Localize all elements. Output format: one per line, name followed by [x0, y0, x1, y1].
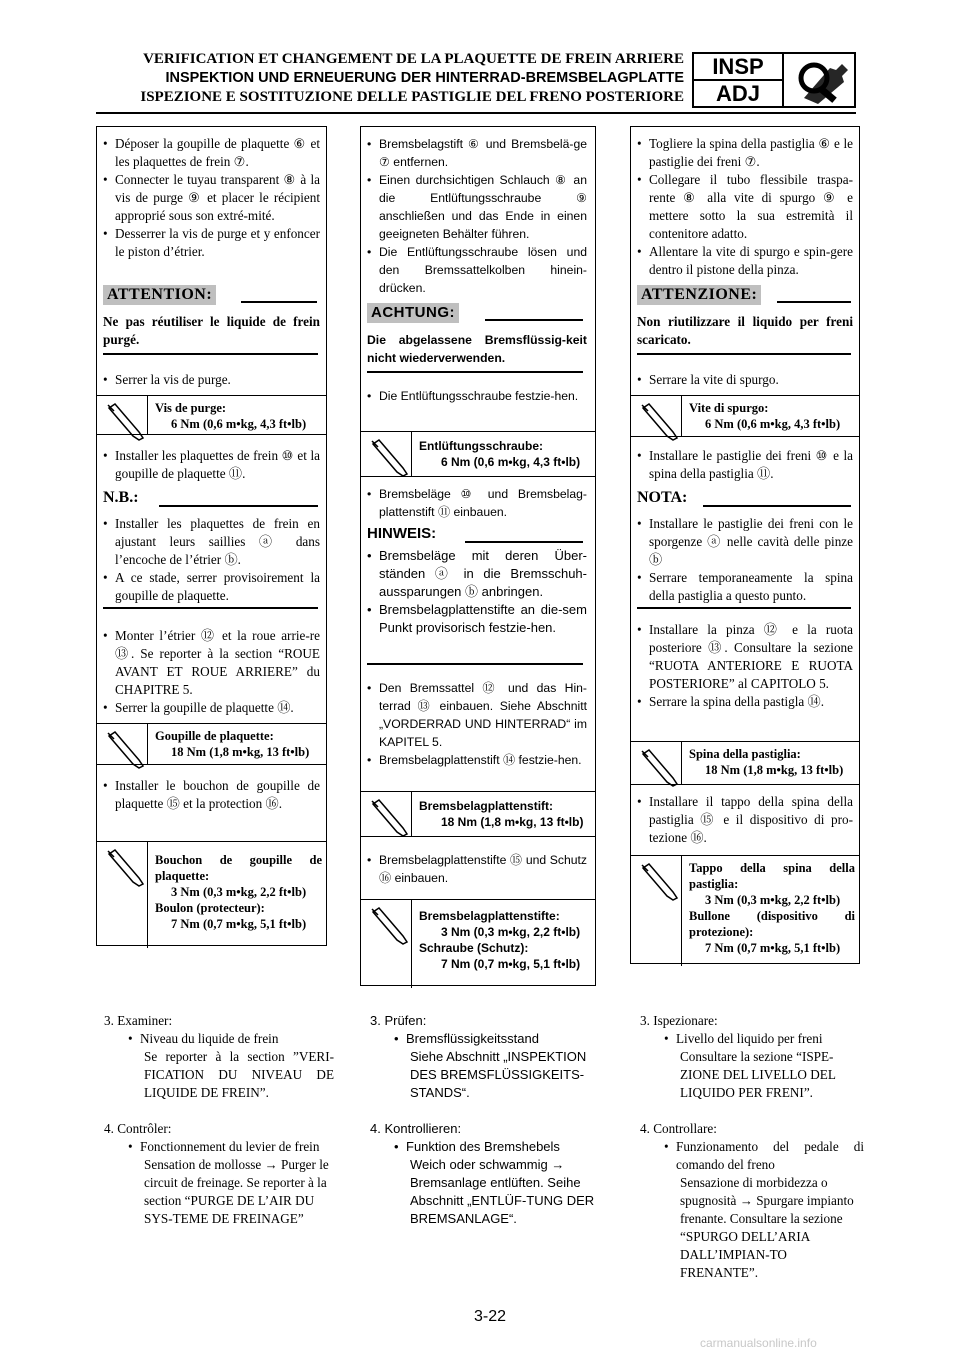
- step-text: Bremsbeläge ⑩ und Bremsbelag-plattenstift ⑪ einbauen.: [379, 487, 587, 519]
- torque-label: Bremsbelagplattenstift:: [419, 799, 554, 813]
- step-text: Sensation de mollosse → Purger le circuit de freinage. Se reporter à la section “PURGE DE L’AIR DU SYS-TEME DE FREINAGE”: [144, 1157, 329, 1226]
- note-text: Bremsbelagplattenstifte an die-sem Punkt provisorisch festzie-hen.: [379, 602, 587, 635]
- header-rule: [96, 112, 856, 114]
- caution-heading: ATTENZIONE:: [637, 285, 761, 305]
- torque-label: Goupille de plaquette:: [155, 729, 274, 743]
- check-item: Niveau du liquide de frein: [140, 1031, 279, 1046]
- step-text: Serrer la vis de purge.: [115, 372, 231, 387]
- note-text: A ce stade, serrer provisoirement la goupille de plaquette.: [115, 570, 320, 603]
- lower-section-french: 3. Examiner: • Niveau du liquide de frein Se reporter à la section ”VERI-FICATION DU NIVEAU DE LIQUIDE DE FREIN”. 4. Contrôler: • Fonctionnement du levier de frein Sensation de mollosse → Purger le circuit de freinage. Se reporter à la section “PURGE DE L’AIR DU SYS-TEME DE FREINAGE”: [104, 1013, 334, 1226]
- column-german: • Bremsbelagstift ⑥ und Bremsbelä-ge ⑦ entfernen. • Einen durchsichtigen Schlauch ⑧ an die Entlüftungsschraube ⑨ anschließen und das Ende in einen geeigneten Behälter führen. • Die Entlüftungsschraube lösen und den Bremssattelkolben hinein-drücken. ACHTUNG: Die abgelassene Bremsflüssig-keit nicht wiederverwenden. • Die Entlüftungsschraube festzie-hen. Entlüftungsschraube: 6 Nm (0,6 m•kg, 4,3 ft•lb) • Bremsbeläge ⑩ und Bremsbelag-plattenstift ⑪ einbauen. HINWEIS: • Bremsbeläge mit deren Über-ständen ⓐ in die Bremsschuh-aussparungen ⓑ anbringen. • Bremsbelagplattenstifte an die-sem Punkt provisorisch festzie-hen. • Den Bremssattel ⑫ und das Hin-terrad ⑬ einbauen. Siehe Abschnitt „VORDERRAD UND HINTERRAD“ im KAPITEL 5. • Bremsbelagplattenstift ⑭ festzie-hen. Bremsbelagplattenstift: 18 Nm (1,8 m•kg, 13 ft•lb) • Bremsbelagplattenstifte ⑮ und Schutz ⑯ einbauen. Bremsbelagplattenstifte: 3 Nm (0,3 m•kg, 2,2 ft•lb) Schraube (Schutz): 7 Nm (0,7 m•kg, 5,1 ft•lb): [360, 126, 596, 986]
- torque-value: 18 Nm (1,8 m•kg, 13 ft•lb): [441, 815, 584, 829]
- torque-wrench-icon: [105, 730, 145, 770]
- step-heading: 4. Controllare:: [640, 1121, 717, 1136]
- torque-value: 3 Nm (0,3 m•kg, 2,2 ft•lb): [171, 885, 307, 899]
- title-italian: ISPEZIONE E SOSTITUZIONE DELLE PASTIGLIE DEL FRENO POSTERIORE: [140, 89, 684, 105]
- torque-label: Bouchon de goupille de plaquette:: [155, 853, 322, 883]
- caution-heading: ACHTUNG:: [367, 303, 459, 323]
- step-text: Serrare la spina della pastigla ⑭.: [649, 694, 825, 709]
- step-text: Die Entlüftungsschraube lösen und den Bremssattelkolben hinein-drücken.: [379, 245, 587, 295]
- note-heading: N.B.:: [103, 489, 139, 506]
- check-item: Bremsflüssigkeitsstand: [406, 1031, 539, 1046]
- torque-wrench-icon: [639, 402, 679, 442]
- note-text: Serrare temporaneamente la spina della pastiglia a questo punto.: [649, 570, 853, 603]
- lower-section-italian: 3. Ispezionare: • Livello del liquido per freni Consultare la sezione “ISPE-ZIONE DEL LIVELLO DEL LIQUIDO PER FRENI”. 4. Controllare: • Funzionamento del pedale di comando del freno Sensazione di morbidezza o spugnosità → Spurgare impianto frenante. Consultare la sezione “SPURGO DELL’ARIA DALL’IMPIAN-TO FRENANTE”.: [640, 1013, 864, 1280]
- torque-value: 6 Nm (0,6 m•kg, 4,3 ft•lb): [705, 417, 841, 431]
- check-item: Livello del liquido per freni: [676, 1031, 823, 1046]
- step-heading: 3. Examiner:: [104, 1013, 173, 1028]
- badge-adj-label: ADJ: [694, 81, 784, 107]
- torque-wrench-icon: [105, 848, 145, 888]
- step-text: Serrare la vite di spurgo.: [649, 372, 779, 387]
- caution-text: Die abgelassene Bremsflüssig-keit nicht wiederverwenden.: [367, 333, 587, 365]
- torque-label: Boulon (protecteur):: [155, 901, 265, 915]
- page-number: 3-22: [473, 1308, 507, 1325]
- caution-text: Ne pas réutiliser le liquide de frein purgé.: [103, 314, 320, 347]
- step-text: Connecter le tuyau transparent ⑧ à la vis de purge ⑨ et placer le récipient approprié sous son extré-mité.: [115, 172, 320, 223]
- step-text: Monter l’étrier ⑫ et la roue arrie-re ⑬. Se reporter à la section “ROUE AVANT ET ROUE ARRIERE” du CHAPITRE 5.: [115, 628, 320, 697]
- step-text: Installare il tappo della spina della pastiglia ⑮ e il dispositivo di pro-tezione ⑯.: [649, 794, 853, 845]
- torque-wrench-icon: [369, 798, 409, 838]
- title-french: VERIFICATION ET CHANGEMENT DE LA PLAQUETTE DE FREIN ARRIERE: [143, 51, 684, 67]
- step-text: Se reporter à la section ”VERI-FICATION DU NIVEAU DE LIQUIDE DE FREIN”.: [144, 1049, 334, 1100]
- step-text: Siehe Abschnitt „INSPEKTION DES BREMSFLÜSSIGKEITS-STANDS“.: [410, 1049, 587, 1100]
- step-heading: 4. Contrôler:: [104, 1121, 172, 1136]
- title-german: INSPEKTION UND ERNEUERUNG DER HINTERRAD-BREMSBELAGPLATTE: [165, 70, 684, 86]
- lower-section-german: 3. Prüfen: • Bremsflüssigkeitsstand Siehe Abschnitt „INSPEKTION DES BREMSFLÜSSIGKEITS-STANDS“. 4. Kontrollieren: • Funktion des Bremshebels Weich oder schwammig → Bremsanlage entlüften. Seihe Abschnitt „ENTLÜF-TUNG DER BREMSANLAGE“.: [370, 1012, 600, 1228]
- step-text: Einen durchsichtigen Schlauch ⑧ an die Entlüftungsschraube ⑨ anschließen und das Ende in einen geeigneten Behälter führen.: [379, 173, 587, 241]
- step-text: Togliere la spina della pastiglia ⑥ e le pastiglie dei freni ⑦.: [649, 136, 853, 169]
- torque-label: Schraube (Schutz):: [419, 941, 529, 955]
- torque-value: 3 Nm (0,3 m•kg, 2,2 ft•lb): [441, 925, 581, 939]
- step-text: Installare la pinza ⑫ e la ruota posteriore ⑬. Consultare la sezione “RUOTA ANTERIORE E RUOTA POSTERIORE” al CAPITOLO 5.: [649, 622, 853, 691]
- caution-heading: ATTENTION:: [103, 285, 216, 305]
- torque-wrench-icon: [639, 748, 679, 788]
- note-text: Installare le pastiglie dei freni con le sporgenze ⓐ nelle cavità delle pinze ⓑ: [649, 516, 853, 567]
- step-heading: 4. Kontrollieren:: [370, 1121, 462, 1136]
- watermark-text: carmanualsonline.info: [700, 1336, 817, 1350]
- step-text: Installer les plaquettes de frein ⑩ et la goupille de plaquette ⑪.: [115, 448, 320, 481]
- torque-value: 7 Nm (0,7 m•kg, 5,1 ft•lb): [705, 941, 841, 955]
- check-item: Funzionamento del pedale di comando del freno: [676, 1139, 864, 1172]
- torque-value: 6 Nm (0,6 m•kg, 4,3 ft•lb): [441, 455, 581, 469]
- torque-box: [631, 741, 859, 785]
- note-text: Bremsbeläge mit deren Über-ständen ⓐ in die Bremsschuh-aussparungen ⓑ anbringen.: [379, 548, 587, 599]
- step-text: Den Bremssattel ⑫ und das Hin-terrad ⑬ einbauen. Siehe Abschnitt „VORDERRAD UND HINTERRAD“ im KAPITEL 5.: [379, 681, 587, 749]
- torque-value: 6 Nm (0,6 m•kg, 4,3 ft•lb): [171, 417, 307, 431]
- step-text: Collegare il tubo flessibile traspa-rente ⑧ alla vite di spurgo ⑨ e mettere sotto la sua estremità il contenitore adatto.: [649, 172, 853, 241]
- torque-label: Tappo della spina della pastiglia:: [689, 861, 855, 891]
- torque-value: 7 Nm (0,7 m•kg, 5,1 ft•lb): [441, 957, 581, 971]
- torque-label: Entlüftungsschraube:: [419, 439, 544, 453]
- step-text: Déposer la goupille de plaquette ⑥ et les plaquettes de frein ⑦.: [115, 136, 320, 169]
- badge-insp-label: INSP: [694, 54, 784, 81]
- step-text: Consultare la sezione “ISPE-ZIONE DEL LIVELLO DEL LIQUIDO PER FRENI”.: [680, 1049, 836, 1100]
- torque-box: [361, 899, 595, 988]
- torque-box: [97, 723, 326, 765]
- torque-value: 18 Nm (1,8 m•kg, 13 ft•lb): [171, 745, 310, 759]
- step-text: Allentare la vite di spurgo e spin-gere dentro il pistone della pinza.: [649, 244, 853, 277]
- check-item: Funktion des Bremshebels: [406, 1139, 560, 1154]
- step-heading: 3. Prüfen:: [370, 1013, 427, 1028]
- torque-value: 3 Nm (0,3 m•kg, 2,2 ft•lb): [705, 893, 841, 907]
- caution-text: Non riutilizzare il liquido per freni scaricato.: [637, 314, 853, 347]
- wrench-magnifier-icon: [790, 58, 852, 104]
- torque-box: [97, 395, 326, 435]
- torque-box: [97, 841, 326, 948]
- torque-value: 18 Nm (1,8 m•kg, 13 ft•lb): [705, 763, 844, 777]
- torque-box: [361, 431, 595, 477]
- torque-box: [631, 855, 859, 966]
- step-text: Bremsbelagplattenstift ⑭ festzie-hen.: [379, 753, 582, 767]
- torque-box: [631, 395, 859, 437]
- step-text: Weich oder schwammig → Bremsanlage entlüften. Seihe Abschnitt „ENTLÜF-TUNG DER BREMSANLAGE“.: [410, 1157, 595, 1226]
- note-text: Installer les plaquettes de frein en ajustant leurs saillies ⓐ dans l’encoche de l’étrier ⓑ.: [115, 516, 320, 567]
- step-text: Installare le pastiglie dei freni ⑩ e la spina della pastiglia ⑪.: [649, 448, 853, 481]
- step-heading: 3. Ispezionare:: [640, 1013, 718, 1028]
- note-heading: HINWEIS:: [367, 525, 437, 542]
- torque-label: Spina della pastiglia:: [689, 747, 801, 761]
- note-heading: NOTA:: [637, 489, 688, 506]
- column-italian: • Togliere la spina della pastiglia ⑥ e le pastiglie dei freni ⑦. • Collegare il tubo flessibile traspa-rente ⑧ alla vite di spurgo ⑨ e mettere sotto la sua estremità il contenitore adatto. • Allentare la vite di spurgo e spin-gere dentro il pistone della pinza. ATTENZIONE: Non riutilizzare il liquido per freni scaricato. • Serrare la vite di spurgo. Vite di spurgo: 6 Nm (0,6 m•kg, 4,3 ft•lb) • Installare le pastiglie dei freni ⑩ e la spina della pastiglia ⑪. NOTA: • Installare le pastiglie dei freni con le sporgenze ⓐ nelle cavità delle pinze ⓑ • Serrare temporaneamente la spina della pastiglia a questo punto. • Installare la pinza ⑫ e la ruota posteriore ⑬. Consultare la sezione “RUOTA ANTERIORE E RUOTA POSTERIORE” al CAPITOLO 5. • Serrare la spina della pastigla ⑭. Spina della pastiglia: 18 Nm (1,8 m•kg, 13 ft•lb) • Installare il tappo della spina della pastiglia ⑮ e il dispositivo di pro-tezione ⑯. Tappo della spina della pastiglia: 3 Nm (0,3 m•kg, 2,2 ft•lb) Bullone (dispositivo di protezione): 7 Nm (0,7 m•kg, 5,1 ft•lb): [630, 126, 860, 964]
- step-text: Installer le bouchon de goupille de plaquette ⑮ et la protection ⑯.: [115, 778, 320, 811]
- insp-adj-badge: [692, 52, 856, 108]
- page-header: [96, 50, 684, 107]
- check-item: Fonctionnement du levier de frein: [140, 1139, 320, 1154]
- torque-label: Bullone (dispositivo di protezione):: [689, 909, 855, 939]
- step-text: Sensazione di morbidezza o spugnosità → Spurgare impianto frenante. Consultare la sezione “SPURGO DELL’ARIA DALL’IMPIAN-TO FRENANTE”.: [680, 1175, 854, 1280]
- torque-box: [361, 791, 595, 837]
- column-french: • Déposer la goupille de plaquette ⑥ et les plaquettes de frein ⑦. • Connecter le tuyau transparent ⑧ à la vis de purge ⑨ et placer le récipient approprié sous son extré-mité. • Desserrer la vis de purge et y enfoncer le piston d’étrier. ATTENTION: Ne pas réutiliser le liquide de frein purgé. • Serrer la vis de purge. Vis de purge: 6 Nm (0,6 m•kg, 4,3 ft•lb) • Installer les plaquettes de frein ⑩ et la goupille de plaquette ⑪. N.B.: • Installer les plaquettes de frein en ajustant leurs saillies ⓐ dans l’encoche de l’étrier ⓑ. • A ce stade, serrer provisoirement la goupille de plaquette. • Monter l’étrier ⑫ et la roue arrie-re ⑬. Se reporter à la section “ROUE AVANT ET ROUE ARRIERE” du CHAPITRE 5. • Serrer la goupille de plaquette ⑭. Goupille de plaquette: 18 Nm (1,8 m•kg, 13 ft•lb) • Installer le bouchon de goupille de plaquette ⑮ et la protection ⑯. Bouchon de goupille de plaquette: 3 Nm (0,3 m•kg, 2,2 ft•lb) Boulon (protecteur): 7 Nm (0,7 m•kg, 5,1 ft•lb): [96, 126, 327, 946]
- torque-wrench-icon: [369, 906, 409, 946]
- step-text: Serrer la goupille de plaquette ⑭.: [115, 700, 294, 715]
- step-text: Bremsbelagplattenstifte ⑮ und Schutz ⑯ einbauen.: [379, 853, 587, 885]
- torque-wrench-icon: [639, 862, 679, 902]
- torque-label: Bremsbelagplattenstifte:: [419, 909, 560, 923]
- torque-label: Vite di spurgo:: [689, 401, 769, 415]
- torque-label: Vis de purge:: [155, 401, 227, 415]
- step-text: Bremsbelagstift ⑥ und Bremsbelä-ge ⑦ entfernen.: [379, 137, 587, 169]
- torque-wrench-icon: [105, 402, 145, 442]
- step-text: Die Entlüftungsschraube festzie-hen.: [379, 389, 579, 403]
- torque-value: 7 Nm (0,7 m•kg, 5,1 ft•lb): [171, 917, 307, 931]
- torque-wrench-icon: [369, 438, 409, 478]
- step-text: Desserrer la vis de purge et y enfoncer le piston d’étrier.: [115, 226, 320, 259]
